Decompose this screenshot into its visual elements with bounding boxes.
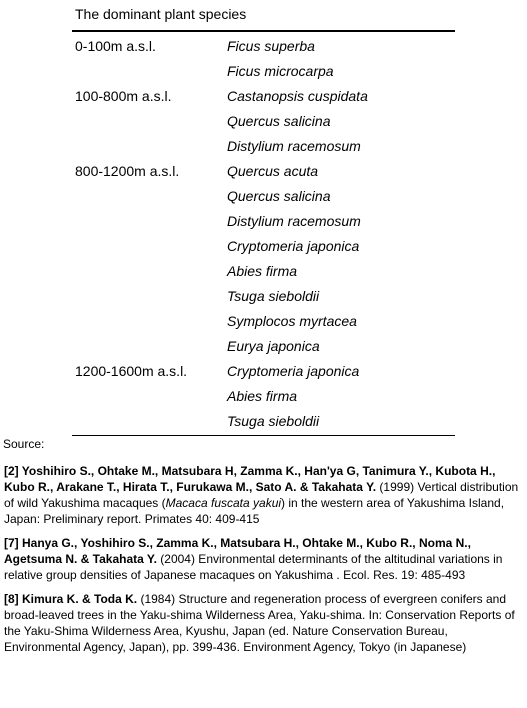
species-cell: Castanopsis cuspidata <box>227 88 368 104</box>
table-row <box>72 59 455 84</box>
reference-entry <box>4 535 524 583</box>
altitude-cell: 1200-1600m a.s.l. <box>75 363 188 379</box>
table-row <box>72 259 455 284</box>
species-cell: Tsuga sieboldii <box>227 413 320 429</box>
table-row <box>72 334 455 359</box>
reference-text: (2004) Environmental determinants of the altitudinal variations in relative group densities of Japanese macaques on Yakushima . Ecol. Res. 19: 485-493 <box>4 552 503 582</box>
table-body <box>72 32 455 435</box>
species-cell: Quercus salicina <box>227 188 331 204</box>
table-row <box>72 34 455 59</box>
table-row <box>72 109 455 134</box>
reference-authors: [7] Hanya G., Yoshihiro S., Zamma K., Matsubara H., Ohtake M., Kubo R., Noma N., Agetsuma N. & Takahata Y. <box>4 536 471 566</box>
table-row <box>72 284 455 309</box>
species-cell: Eurya japonica <box>227 338 320 354</box>
species-cell: Symplocos myrtacea <box>227 313 357 329</box>
species-cell: Cryptomeria japonica <box>227 363 360 379</box>
reference-text: (1984) Structure and regeneration process of evergreen conifers and broad-leaved trees in the Yaku-shima Wilderness Area, Yaku-shima. In: Conservation Reports of the Yaku-Shima Wilderness Area, Kyushu, Japan (ed. Nature Conservation Bureau, Environmental Agency, Japan), pp. 399-436. Environment Agency, Tokyo (in Japanese) <box>4 592 515 654</box>
table-row <box>72 384 455 409</box>
species-cell: Cryptomeria japonica <box>227 238 360 254</box>
species-cell: Quercus salicina <box>227 113 331 129</box>
species-cell: Tsuga sieboldii <box>227 288 320 304</box>
reference-authors: [8] Kimura K. & Toda K. <box>4 592 138 606</box>
reference-entry <box>4 463 524 527</box>
table-row <box>72 209 455 234</box>
table-caption: The dominant plant species <box>75 6 247 22</box>
reference-text-continued: ) in the western area of Yakushima Island, Japan: Preliminary report. Primates 40: 409-415 <box>4 496 505 526</box>
vegetation-table <box>72 0 455 436</box>
species-cell: Quercus acuta <box>227 163 319 179</box>
source-label: Source: <box>3 437 45 451</box>
species-cell: Ficus microcarpa <box>227 63 334 79</box>
table-row <box>72 134 455 159</box>
reference-authors: [2] Yoshihiro S., Ohtake M., Matsubara H, Zamma K., Han'ya G, Tanimura Y., Kubota H., Kubo R., Arakane T., Hirata T., Furukawa M., Sato A. & Takahata Y. <box>4 464 496 494</box>
table-row <box>72 234 455 259</box>
reference-list <box>4 463 524 663</box>
altitude-cell: 100-800m a.s.l. <box>75 88 172 104</box>
table-row <box>72 359 455 384</box>
table-row <box>72 409 455 434</box>
species-cell: Distylium racemosum <box>227 213 361 229</box>
species-cell: Ficus superba <box>227 38 315 54</box>
table-row <box>72 159 455 184</box>
table-row <box>72 309 455 334</box>
altitude-cell: 0-100m a.s.l. <box>75 38 156 54</box>
species-cell: Abies firma <box>227 388 298 404</box>
table-row <box>72 84 455 109</box>
species-cell: Abies firma <box>227 263 298 279</box>
reference-entry <box>4 591 524 655</box>
reference-text: (1999) Vertical distribution of wild Yakushima macaques ( <box>4 480 519 510</box>
species-cell: Distylium racemosum <box>227 138 361 154</box>
table-row <box>72 184 455 209</box>
altitude-cell: 800-1200m a.s.l. <box>75 163 180 179</box>
table-bottom-rule <box>72 435 455 436</box>
reference-species-name: Macaca fuscata yakui <box>165 496 282 510</box>
